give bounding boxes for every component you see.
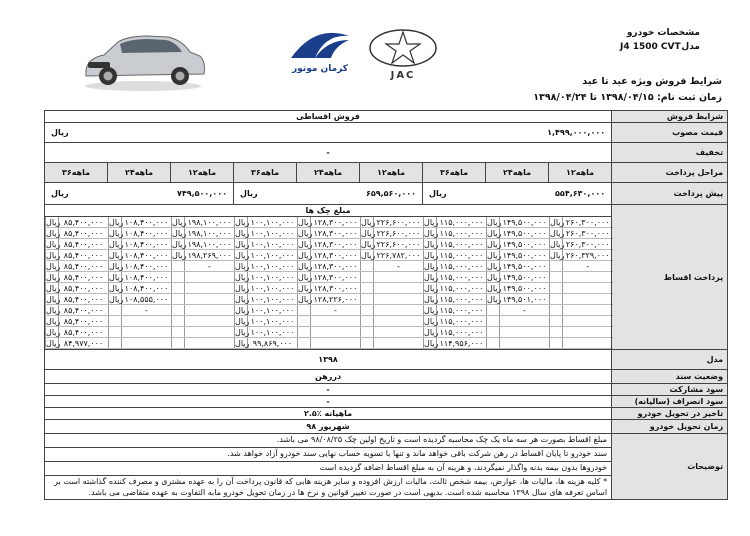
rial-unit: ریال	[46, 217, 61, 227]
rial-unit: ریال	[109, 283, 124, 293]
installment-row	[46, 228, 613, 239]
installment-row	[46, 338, 613, 349]
delivery-delay-value: ۲.۵٪ ماهیانه	[45, 408, 612, 420]
rial-unit: ریال	[424, 228, 439, 238]
rial-unit: ریال	[235, 261, 250, 271]
installment-amount: ۱۴۹,۵۰۱,۰۰۰	[500, 294, 550, 305]
installment-amount	[563, 283, 613, 294]
doc-status-value: دررهن	[45, 370, 612, 384]
rial-unit	[550, 272, 563, 283]
rial-unit: ریال	[424, 250, 439, 260]
installment-amount: -	[500, 305, 550, 316]
rial-unit	[298, 305, 311, 316]
rial-unit: ریال	[424, 305, 439, 315]
installment-amount	[122, 327, 172, 338]
installment-amount: ۱۰۸,۴۰۰,۰۰۰	[122, 261, 172, 272]
rial-unit: ریال	[46, 338, 61, 348]
stage-1-36: ۳۶ماهه	[423, 163, 486, 183]
rial-unit	[109, 327, 122, 338]
rial-unit: ریال	[424, 283, 439, 293]
installment-amount: ۱۰۰,۱۰۰,۰۰۰	[248, 250, 298, 261]
installment-amount: ۲۲۶,۶۰۰,۰۰۰	[374, 228, 424, 239]
installment-amount: ۱۰۸,۴۰۰,۰۰۰	[122, 283, 172, 294]
participation-profit-label: سود مشارکت	[612, 384, 728, 396]
jac-logo-text: JAC	[390, 70, 416, 81]
checks-amount-header: مبلغ چک ها	[45, 205, 612, 217]
stage-2-36: ۳۶ماهه	[234, 163, 297, 183]
installment-row	[46, 239, 613, 250]
installment-amount: ۱۴۹,۵۰۰,۰۰۰	[500, 250, 550, 261]
rial-unit	[172, 294, 185, 305]
installment-row	[46, 327, 613, 338]
rial-unit: ریال	[109, 239, 124, 249]
installment-amount: ۱۰۰,۱۰۰,۰۰۰	[248, 316, 298, 327]
rial-unit	[172, 327, 185, 338]
delivery-delay-label: تاخیر در تحویل خودرو	[612, 408, 728, 420]
installment-amount: ۱۴۹,۵۰۰,۰۰۰	[500, 272, 550, 283]
rial-unit: ریال	[487, 272, 502, 282]
installment-amount: ۱۴۹,۵۰۰,۰۰۰	[500, 228, 550, 239]
installment-row	[46, 261, 613, 272]
installment-amount: ۱۱۵,۰۰۰,۰۰۰	[437, 283, 487, 294]
installment-amount: ۱۰۰,۱۰۰,۰۰۰	[248, 239, 298, 250]
rial-unit: ریال	[424, 338, 439, 348]
sale-title: شرایط فروش ویژه عید تا عید	[582, 76, 722, 87]
rial-unit: ریال	[424, 316, 439, 326]
rial-unit	[550, 338, 563, 349]
installment-amount: ۸۴,۹۷۷,۰۰۰	[59, 338, 109, 349]
stage-2-12: ۱۲ماهه	[360, 163, 423, 183]
rial-unit	[361, 316, 374, 327]
installment-amount: ۱۱۵,۰۰۰,۰۰۰	[437, 294, 487, 305]
installment-amount: ۸۵,۴۰۰,۰۰۰	[59, 283, 109, 294]
rial-unit	[361, 305, 374, 316]
installment-amount: ۱۱۵,۰۰۰,۰۰۰	[437, 316, 487, 327]
rial-unit	[172, 261, 185, 272]
installment-amount: ۱۹۸,۱۰۰,۰۰۰	[185, 228, 235, 239]
installment-amount: ۸۵,۴۰۰,۰۰۰	[59, 217, 109, 228]
rial-unit: ریال	[424, 239, 439, 249]
rial-unit: ریال	[487, 261, 502, 271]
rial-unit	[361, 294, 374, 305]
car-image	[78, 22, 208, 94]
installment-amount: ۸۵,۴۰۰,۰۰۰	[59, 261, 109, 272]
rial-unit: ریال	[235, 228, 250, 238]
installment-amount	[311, 338, 361, 349]
rial-unit: ریال	[235, 316, 250, 326]
installment-amount: ۱۲۸,۳۰۰,۰۰۰	[311, 283, 361, 294]
rial-unit	[172, 316, 185, 327]
installment-row	[46, 217, 613, 228]
rial-unit	[109, 338, 122, 349]
installment-amount: ۱۰۸,۵۵۵,۰۰۰	[122, 294, 172, 305]
note-3: خودروها بدون بیمه بدنه واگذار نمیگردند، و هزینه آن به مبلغ اقساط اضافه گردیده است	[45, 462, 612, 476]
rial-unit: ریال	[46, 294, 61, 304]
rial-unit: ریال	[172, 239, 187, 249]
rial-unit	[109, 305, 122, 316]
installment-amount: ۲۶۰,۳۰۰,۰۰۰	[563, 228, 613, 239]
rial-unit	[550, 261, 563, 272]
model-year-label: مدل	[612, 350, 728, 370]
rial-unit	[298, 338, 311, 349]
rial-unit	[487, 327, 500, 338]
rial-unit: ریال	[487, 250, 502, 260]
rial-unit	[361, 261, 374, 272]
installment-amount: ۱۰۸,۴۰۰,۰۰۰	[122, 217, 172, 228]
installment-amount: ۲۶۰,۳۰۰,۰۰۰	[563, 217, 613, 228]
rial-unit: ریال	[235, 338, 250, 348]
rial-unit: ریال	[298, 217, 313, 227]
rial-unit: ریال	[550, 228, 565, 238]
consumer-profit-label: سود انصراف (سالیانه)	[612, 396, 728, 408]
installment-amount: ۱۱۵,۰۰۰,۰۰۰	[437, 250, 487, 261]
installments-grid	[45, 217, 613, 349]
installment-amount: ۲۲۶,۶۰۰,۰۰۰	[374, 239, 424, 250]
installment-amount: ۱۲۸,۳۰۰,۰۰۰	[311, 272, 361, 283]
installment-amount: ۱۰۰,۱۰۰,۰۰۰	[248, 228, 298, 239]
installment-amount: ۱۰۸,۴۰۰,۰۰۰	[122, 250, 172, 261]
rial-unit: ریال	[550, 217, 565, 227]
installment-amount: -	[563, 261, 613, 272]
rial-unit: ریال	[46, 305, 61, 315]
installment-row	[46, 272, 613, 283]
installment-amount: -	[311, 305, 361, 316]
rial-unit: ریال	[109, 217, 124, 227]
rial-unit: ریال	[172, 228, 187, 238]
installment-amount	[185, 327, 235, 338]
installment-amount: ۱۴۹,۵۰۰,۰۰۰	[500, 217, 550, 228]
installment-amount: ۸۵,۴۰۰,۰۰۰	[59, 239, 109, 250]
installment-amount	[500, 316, 550, 327]
model-label: مدل	[681, 42, 700, 52]
installment-amount: ۱۱۵,۰۰۰,۰۰۰	[437, 327, 487, 338]
rial-unit: ریال	[46, 250, 61, 260]
rial-unit: ریال	[487, 239, 502, 249]
stage-1-24: ۲۴ماهه	[486, 163, 549, 183]
delivery-time-value: شهریور ۹۸	[45, 420, 612, 434]
rial-unit	[487, 316, 500, 327]
rial-unit: ریال	[298, 250, 313, 260]
installment-row	[46, 305, 613, 316]
rial-unit: ریال	[487, 283, 502, 293]
installments-label: پرداخت اقساط	[612, 205, 728, 350]
participation-profit-value: -	[45, 384, 612, 396]
installment-amount	[563, 327, 613, 338]
prepay-group-2: ریال ۶۵۹,۵۶۰,۰۰۰	[240, 189, 416, 198]
installment-amount	[374, 338, 424, 349]
rial-unit	[361, 327, 374, 338]
prepay-group-3: ریال ۷۴۹,۵۰۰,۰۰۰	[51, 189, 227, 198]
installment-amount: ۸۵,۴۰۰,۰۰۰	[59, 228, 109, 239]
rial-unit: ریال	[109, 228, 124, 238]
rial-unit	[361, 338, 374, 349]
registration-time: زمان ثبت نام: ۱۳۹۸/۰۴/۱۵ تا ۱۳۹۸/۰۴/۲۴	[533, 92, 722, 103]
installment-amount	[374, 327, 424, 338]
rial-unit: ریال	[487, 228, 502, 238]
installment-amount: ۸۵,۴۰۰,۰۰۰	[59, 250, 109, 261]
rial-unit: ریال	[550, 250, 565, 260]
rial-unit: ریال	[424, 261, 439, 271]
rial-unit: ریال	[235, 250, 250, 260]
rial-unit	[109, 316, 122, 327]
installment-amount: ۸۵,۴۰۰,۰۰۰	[59, 272, 109, 283]
rial-unit	[172, 305, 185, 316]
installment-amount: ۱۹۸,۱۰۰,۰۰۰	[185, 217, 235, 228]
rial-unit	[550, 283, 563, 294]
rial-unit: ریال	[235, 272, 250, 282]
installment-amount	[185, 283, 235, 294]
prepayment-label: پیش پرداخت	[612, 183, 728, 205]
rial-unit: ریال	[361, 239, 376, 249]
rial-unit: ریال	[109, 294, 124, 304]
installment-amount: ۱۰۰,۱۰۰,۰۰۰	[248, 305, 298, 316]
rial-unit: ریال	[298, 239, 313, 249]
rial-unit: ریال	[109, 250, 124, 260]
installment-amount	[185, 316, 235, 327]
installment-amount: ۱۰۰,۱۰۰,۰۰۰	[248, 272, 298, 283]
rial-unit	[361, 283, 374, 294]
approved-price-label: قیمت مصوب	[612, 123, 728, 143]
stage-3-24: ۲۴ماهه	[108, 163, 171, 183]
installment-amount	[374, 316, 424, 327]
installment-amount: -	[122, 305, 172, 316]
installment-amount: ۸۵,۴۰۰,۰۰۰	[59, 294, 109, 305]
rial-unit: ریال	[235, 283, 250, 293]
discount-value: -	[45, 143, 612, 163]
installment-row	[46, 250, 613, 261]
rial-unit	[361, 272, 374, 283]
rial-unit	[487, 338, 500, 349]
rial-unit: ریال	[46, 283, 61, 293]
installment-amount: -	[185, 261, 235, 272]
rial-unit	[550, 327, 563, 338]
model-year-value: ۱۳۹۸	[45, 350, 612, 370]
installment-amount: ۱۹۸,۱۰۰,۰۰۰	[185, 239, 235, 250]
installment-amount: ۱۲۸,۳۰۰,۰۰۰	[311, 217, 361, 228]
payment-stages-label: مراحل پرداخت	[612, 163, 728, 183]
installment-amount: ۹۹,۸۶۹,۰۰۰	[248, 338, 298, 349]
installment-amount	[563, 272, 613, 283]
installment-amount	[185, 305, 235, 316]
rial-unit: ریال	[298, 228, 313, 238]
installment-amount: ۲۲۶,۷۸۲,۰۰۰	[374, 250, 424, 261]
installment-amount: ۱۱۵,۰۰۰,۰۰۰	[437, 305, 487, 316]
rial-unit: ریال	[424, 272, 439, 282]
installment-amount: ۱۴۹,۵۰۰,۰۰۰	[500, 261, 550, 272]
installment-amount: ۱۲۸,۳۰۰,۰۰۰	[311, 261, 361, 272]
delivery-time-label: زمان تحویل خودرو	[612, 420, 728, 434]
rial-unit: ریال	[361, 217, 376, 227]
rial-unit	[172, 283, 185, 294]
installment-row	[46, 294, 613, 305]
installment-amount: ۱۰۰,۱۰۰,۰۰۰	[248, 283, 298, 294]
rial-unit: ریال	[109, 261, 124, 271]
installment-amount: ۲۲۶,۶۰۰,۰۰۰	[374, 217, 424, 228]
installment-amount: ۱۱۵,۰۰۰,۰۰۰	[437, 261, 487, 272]
installment-amount	[185, 294, 235, 305]
rial-unit	[298, 316, 311, 327]
kerman-motor-logo	[285, 28, 355, 78]
rial-unit: ریال	[550, 239, 565, 249]
installment-amount: ۱۱۵,۰۰۰,۰۰۰	[437, 272, 487, 283]
note-4: * کلیه هزینه ها، مالیات ها، عوارض، بیمه شخص ثالث، مالیات ارزش افزوده و سایر هزینه هایی که قانون پرداخت آن را به عهده مشتری و مصرف کننده گذاشته است بر اساس تعرفه های سال ۱۳۹۸ محاسبه شده است. بدیهی است در صورت تغییر قوانین و نرخ ها در زمان تحویل خودرو مابه التفاوت به عهده متقاضی می باشد.	[45, 476, 612, 500]
installment-amount	[374, 305, 424, 316]
stage-1-12: ۱۲ماهه	[549, 163, 612, 183]
rial-unit: ریال	[235, 294, 250, 304]
rial-unit: ریال	[361, 228, 376, 238]
installment-amount: ۱۰۸,۴۰۰,۰۰۰	[122, 228, 172, 239]
rial-unit: ریال	[46, 316, 61, 326]
installment-amount	[311, 327, 361, 338]
rial-unit: ریال	[361, 250, 376, 260]
prepay-group-1: ریال ۵۵۴,۶۳۰,۰۰۰	[429, 189, 606, 198]
rial-unit	[172, 338, 185, 349]
notes-label: توضیحات	[612, 434, 728, 500]
installment-amount: ۱۰۸,۴۰۰,۰۰۰	[122, 272, 172, 283]
rial-unit	[298, 327, 311, 338]
kerman-motor-text: کرمان موتور	[291, 64, 349, 74]
rial-unit: ریال	[46, 261, 61, 271]
stage-2-24: ۲۴ماهه	[297, 163, 360, 183]
installment-amount: ۲۶۰,۳۰۰,۰۰۰	[563, 239, 613, 250]
installment-amount: ۱۰۰,۱۰۰,۰۰۰	[248, 261, 298, 272]
doc-status-label: وضعیت سند	[612, 370, 728, 384]
rial-unit: ریال	[46, 228, 61, 238]
rial-unit: ریال	[487, 217, 502, 227]
installment-amount: ۱۴۹,۵۰۰,۰۰۰	[500, 239, 550, 250]
installment-sale-header: فروش اقساطی	[45, 111, 612, 123]
rial-unit: ریال	[235, 239, 250, 249]
rial-unit	[550, 316, 563, 327]
installment-amount: ۱۱۵,۰۰۰,۰۰۰	[437, 239, 487, 250]
discount-label: تخفیف	[612, 143, 728, 163]
rial-unit: ریال	[46, 272, 61, 282]
installment-amount	[185, 272, 235, 283]
rial-unit	[550, 305, 563, 316]
rial-unit	[487, 305, 500, 316]
rial-unit: ریال	[109, 272, 124, 282]
installment-amount: ۱۰۰,۱۰۰,۰۰۰	[248, 217, 298, 228]
rial-unit: ریال	[298, 283, 313, 293]
installment-amount	[374, 294, 424, 305]
rial-unit: ریال	[172, 217, 187, 227]
installment-amount: ۸۵,۴۰۰,۰۰۰	[59, 327, 109, 338]
jac-logo	[368, 28, 438, 83]
installment-amount: ۱۰۰,۱۰۰,۰۰۰	[248, 294, 298, 305]
approved-price-value: ۱,۴۹۹,۰۰۰,۰۰۰	[547, 128, 606, 137]
installment-amount: ۱۱۵,۰۰۰,۰۰۰	[437, 217, 487, 228]
installment-amount: ۱۲۸,۲۲۶,۰۰۰	[311, 294, 361, 305]
sale-terms-label: شرایط فروش	[612, 111, 728, 123]
installment-amount	[563, 294, 613, 305]
installment-amount	[500, 338, 550, 349]
installment-amount: ۱۱۴,۹۵۶,۰۰۰	[437, 338, 487, 349]
rial-unit	[550, 294, 563, 305]
sales-table	[44, 110, 728, 500]
rial-unit: ریال	[46, 327, 61, 337]
installment-amount: ۸۵,۴۰۰,۰۰۰	[59, 316, 109, 327]
installment-amount	[374, 272, 424, 283]
installment-amount: ۱۴۹,۵۰۰,۰۰۰	[500, 283, 550, 294]
approved-price-cell: ریال ۱,۴۹۹,۰۰۰,۰۰۰	[51, 128, 606, 137]
rial-unit: ریال	[424, 217, 439, 227]
stage-3-12: ۱۲ماهه	[171, 163, 234, 183]
rial-unit: ریال	[235, 217, 250, 227]
rial-unit: ریال	[424, 327, 439, 337]
rial-unit: ریال	[298, 294, 313, 304]
note-2: سند خودرو تا پایان اقساط در رهن شرکت باقی خواهد ماند و تنها با تسویه حساب نهایی سند خودرو آزاد خواهد شد.	[45, 448, 612, 462]
installment-amount: ۸۵,۴۰۰,۰۰۰	[59, 305, 109, 316]
installment-amount: ۱۲۸,۳۰۰,۰۰۰	[311, 239, 361, 250]
installment-amount: ۱۲۸,۳۰۰,۰۰۰	[311, 250, 361, 261]
installment-amount: ۱۰۸,۴۰۰,۰۰۰	[122, 239, 172, 250]
section-title: مشخصات خودرو	[626, 28, 700, 38]
installment-amount: ۱۱۵,۰۰۰,۰۰۰	[437, 228, 487, 239]
installment-row	[46, 316, 613, 327]
installment-amount: ۱۹۸,۲۶۹,۰۰۰	[185, 250, 235, 261]
rial-unit: ریال	[298, 272, 313, 282]
rial-unit: ریال	[487, 294, 502, 304]
installment-amount: -	[374, 261, 424, 272]
installment-amount	[500, 327, 550, 338]
rial-unit: ریال	[235, 305, 250, 315]
rial-unit: ریال	[235, 327, 250, 337]
consumer-profit-value: -	[45, 396, 612, 408]
installment-amount	[185, 338, 235, 349]
note-1: مبلغ اقساط بصورت هر سه ماه یک چک محاسبه گردیده است و تاریخ اولین چک ۹۸/۰۸/۲۵ می باشد.	[45, 434, 612, 448]
installment-amount	[374, 283, 424, 294]
installment-amount	[563, 316, 613, 327]
installment-amount	[563, 305, 613, 316]
installment-amount	[122, 338, 172, 349]
installment-amount: ۱۰۰,۱۰۰,۰۰۰	[248, 327, 298, 338]
rial-unit: ریال	[172, 250, 187, 260]
rial-unit	[172, 272, 185, 283]
rial-unit: ریال	[424, 294, 439, 304]
installment-row	[46, 283, 613, 294]
installment-amount: ۲۶۰,۳۲۹,۰۰۰	[563, 250, 613, 261]
installment-amount	[122, 316, 172, 327]
stage-3-36: ۳۶ماهه	[45, 163, 108, 183]
installment-amount: ۱۲۸,۳۰۰,۰۰۰	[311, 228, 361, 239]
installment-amount	[311, 316, 361, 327]
installment-amount	[563, 338, 613, 349]
rial-unit: ریال	[298, 261, 313, 271]
model-value: J4 1500 CVT	[620, 42, 681, 52]
rial-unit: ریال	[46, 239, 61, 249]
